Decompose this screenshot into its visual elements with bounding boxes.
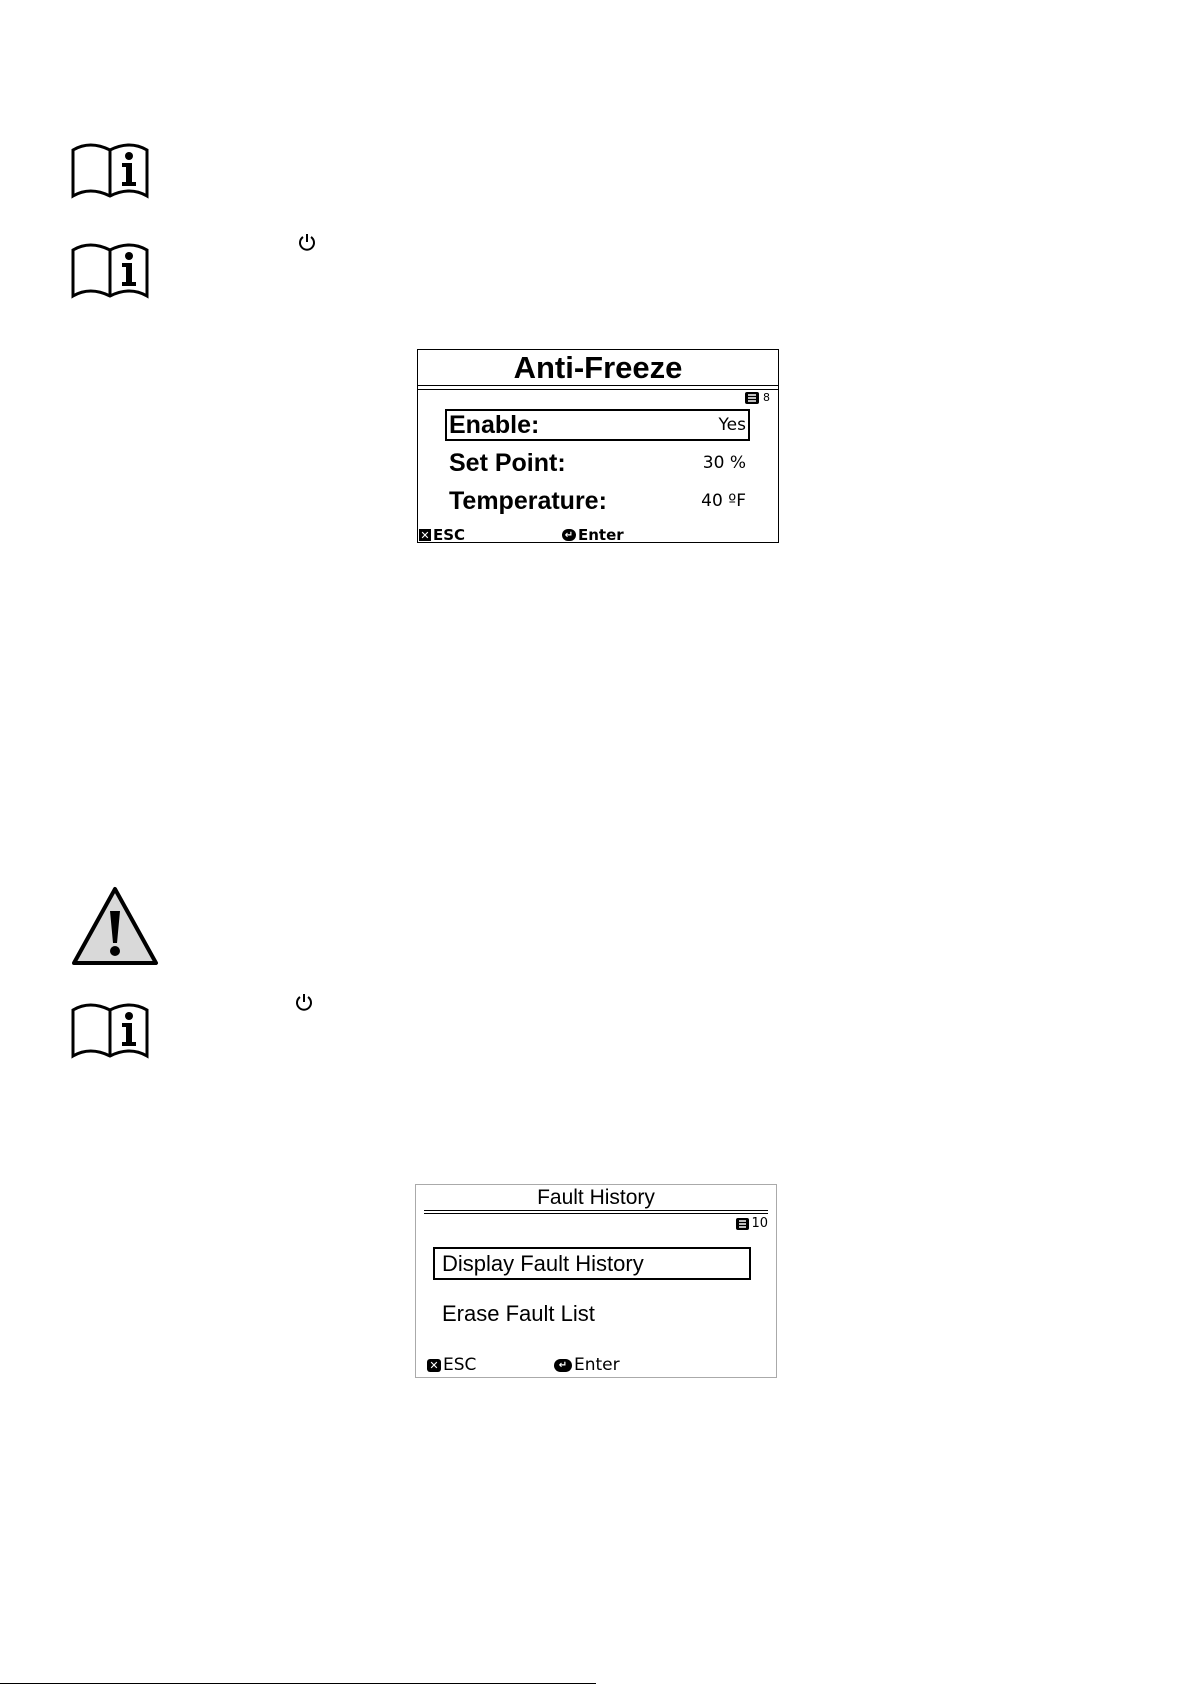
esc-label: ESC (433, 526, 466, 544)
menu-list-icon (736, 1218, 749, 1230)
temperature-value[interactable]: 40 ºF (701, 491, 746, 511)
display-fault-history-item[interactable]: Display Fault History (442, 1251, 644, 1276)
esc-x-icon: ✕ (420, 528, 430, 542)
title-divider (424, 1210, 768, 1214)
power-icon (294, 992, 314, 1012)
enable-label: Enable: (449, 411, 540, 439)
info-book-icon (70, 998, 150, 1060)
fault-history-screen (415, 1184, 777, 1378)
esc-label: ESC (443, 1355, 477, 1375)
esc-button[interactable] (419, 526, 465, 544)
temperature-label: Temperature: (449, 487, 607, 515)
info-book-icon (70, 238, 150, 300)
screen-title: Anti-Freeze (513, 350, 683, 385)
enter-return-icon: ↵ (562, 529, 576, 541)
esc-button[interactable] (427, 1355, 476, 1375)
enter-button[interactable] (562, 526, 624, 544)
enter-return-icon: ↵ (554, 1359, 572, 1372)
warning-triangle-icon (70, 885, 160, 967)
power-icon (297, 232, 317, 252)
page-indicator (745, 391, 770, 404)
footnote-divider (0, 1683, 596, 1684)
title-divider (418, 385, 778, 390)
erase-fault-list-item[interactable]: Erase Fault List (442, 1301, 595, 1326)
enter-label: Enter (578, 526, 624, 544)
set-point-label: Set Point: (449, 449, 566, 477)
page-number: 8 (763, 391, 770, 404)
page-indicator (736, 1216, 768, 1231)
info-book-icon (70, 138, 150, 200)
enter-button[interactable] (554, 1355, 620, 1375)
set-point-value[interactable]: 30 % (702, 453, 746, 473)
page-number: 10 (751, 1216, 768, 1231)
enter-label: Enter (574, 1355, 620, 1375)
screen-title: Fault History (537, 1186, 655, 1209)
anti-freeze-screen (417, 349, 779, 543)
enable-value[interactable]: Yes (718, 415, 746, 435)
menu-list-icon (745, 392, 759, 404)
esc-x-icon: ✕ (427, 1359, 441, 1372)
